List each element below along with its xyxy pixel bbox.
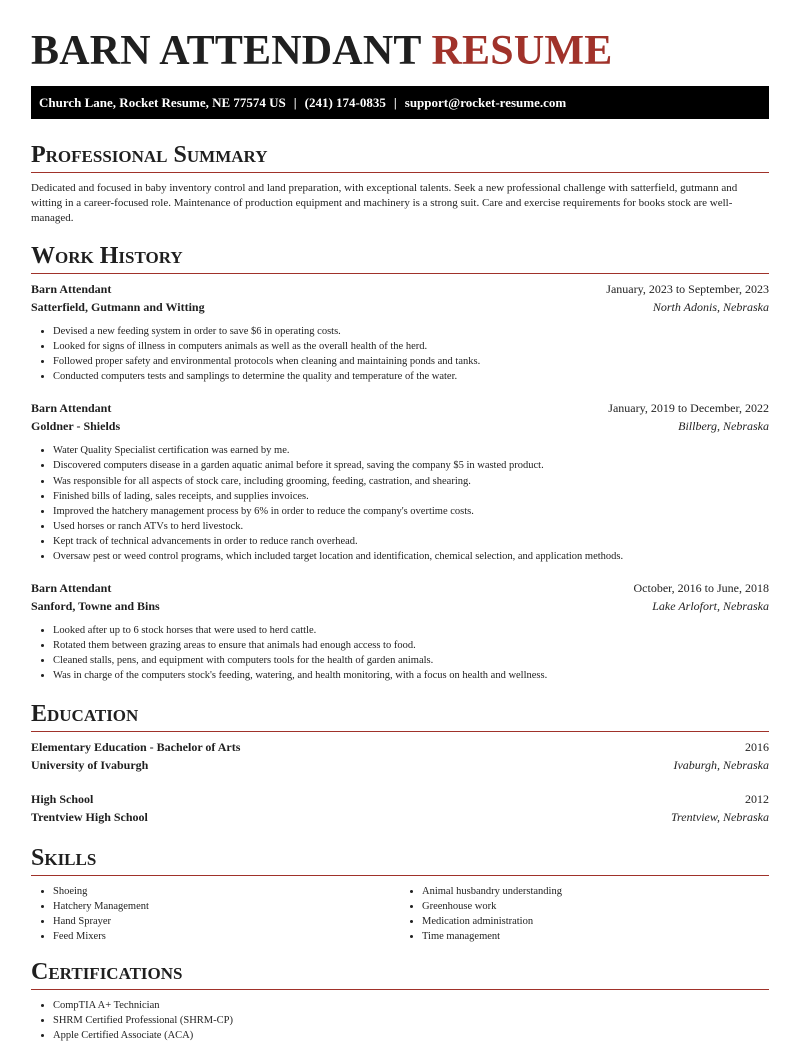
- list-item: • Apple Certified Associate (ACA): [53, 1028, 769, 1043]
- section-heading: Professional Summary: [31, 141, 769, 173]
- list-item: • Devised a new feeding system in order to save $6 in operating costs.: [53, 324, 769, 339]
- education-location: Trentview, Nebraska: [671, 809, 769, 824]
- list-item: • Was in charge of the computers stock's feeding, watering, and health monitoring, with a focus on health and wellness.: [53, 668, 769, 683]
- skills-list-right: [400, 884, 769, 944]
- job-company: Sanford, Towne and Bins: [31, 599, 160, 614]
- resume-title: [31, 0, 769, 74]
- job-location: Billberg, Nebraska: [678, 419, 769, 434]
- job-company: Goldner - Shields: [31, 419, 121, 434]
- list-item: • Animal husbandry understanding: [422, 884, 769, 899]
- work-history-section: [31, 242, 769, 684]
- job-bullets: [31, 443, 769, 564]
- education-location: Ivaburgh, Nebraska: [673, 757, 769, 772]
- section-heading: Education: [31, 700, 769, 732]
- job-entry: [31, 581, 769, 683]
- list-item: • Greenhouse work: [422, 899, 769, 914]
- job-dates: January, 2023 to September, 2023: [606, 282, 769, 296]
- list-item: • Kept track of technical advancements in order to reduce ranch overhead.: [53, 534, 769, 549]
- contact-separator: |: [393, 95, 397, 110]
- list-item: • Time management: [422, 929, 769, 944]
- education-school: Trentview High School: [31, 809, 148, 824]
- summary-text: Dedicated and focused in baby inventory control and land preparation, with exceptional talents. Seek a new professional challenge with satterfield, gutmann and witting in a career-focused role. Maintenance of production equipment and machinery is a strong suit. Care and exercise requirements for books stock are well-managed.: [31, 182, 738, 224]
- job-bullets: [31, 324, 769, 384]
- education-year: 2016: [745, 739, 769, 754]
- job-bullets: [31, 623, 769, 683]
- list-item: • Hand Sprayer: [53, 914, 400, 929]
- contact-bar: [31, 86, 769, 119]
- education-year: 2012: [745, 791, 769, 806]
- title-accent: RESUME: [431, 28, 613, 74]
- list-item: • Oversaw pest or weed control programs, which included target location and identification, chemical selection, and application methods.: [53, 549, 769, 564]
- list-item: • Looked after up to 6 stock horses that were used to herd cattle.: [53, 623, 769, 638]
- list-item: • Shoeing: [53, 884, 400, 899]
- education-section: [31, 700, 769, 828]
- list-item: • CompTIA A+ Technician: [53, 998, 769, 1013]
- list-item: • Hatchery Management: [53, 899, 400, 914]
- contact-phone: (241) 174-0835: [304, 95, 386, 110]
- contact-separator: |: [293, 95, 297, 110]
- professional-summary-section: [31, 141, 769, 226]
- section-heading: Work History: [31, 242, 769, 274]
- skills-section: [31, 844, 769, 944]
- section-heading: Certifications: [31, 958, 769, 990]
- contact-email: support@rocket-resume.com: [404, 95, 567, 110]
- list-item: • Discovered computers disease in a garden aquatic animal before it spread, saving the company $5 in wasted product.: [53, 458, 769, 473]
- list-item: • Medication administration: [422, 914, 769, 929]
- job-company: Satterfield, Gutmann and Witting: [31, 300, 205, 314]
- contact-address: Church Lane, Rocket Resume, NE 77574 US: [39, 95, 286, 110]
- job-dates: October, 2016 to June, 2018: [633, 581, 769, 596]
- job-dates: January, 2019 to December, 2022: [608, 401, 769, 416]
- education-degree: Elementary Education - Bachelor of Arts: [31, 739, 241, 754]
- job-title: Barn Attendant: [31, 401, 112, 416]
- list-item: • Was responsible for all aspects of stock care, including grooming, feeding, castration, and shearing.: [53, 474, 769, 489]
- list-item: • Improved the hatchery management process by 6% in order to reduce the company's overtime costs.: [53, 504, 769, 519]
- education-degree: High School: [31, 791, 94, 806]
- list-item: • Conducted computers tests and samplings to determine the quality and temperature of the water.: [53, 369, 769, 384]
- job-title: Barn Attendant: [31, 581, 112, 596]
- list-item: • Cleaned stalls, pens, and equipment with computers tools for the health of garden animals.: [53, 653, 769, 668]
- list-item: • Water Quality Specialist certification was earned by me.: [53, 443, 769, 458]
- skills-list-left: [31, 884, 400, 944]
- title-main: BARN ATTENDANT: [31, 28, 432, 74]
- certifications-section: [31, 958, 769, 1043]
- list-item: • SHRM Certified Professional (SHRM-CP): [53, 1013, 769, 1028]
- job-location: Lake Arlofort, Nebraska: [652, 599, 769, 614]
- list-item: • Followed proper safety and environmental protocols when cleaning and maintaining ponds and tanks.: [53, 354, 769, 369]
- certifications-list: [31, 998, 769, 1043]
- job-entry: [31, 282, 769, 384]
- list-item: • Finished bills of lading, sales receipts, and supplies invoices.: [53, 489, 769, 504]
- education-school: University of Ivaburgh: [31, 757, 149, 772]
- job-entry: [31, 401, 769, 564]
- job-location: North Adonis, Nebraska: [652, 300, 769, 314]
- section-heading: Skills: [31, 844, 769, 876]
- list-item: • Feed Mixers: [53, 929, 400, 944]
- job-title: Barn Attendant: [31, 282, 112, 296]
- list-item: • Rotated them between grazing areas to ensure that animals had enough access to food.: [53, 638, 769, 653]
- list-item: • Used horses or ranch ATVs to herd livestock.: [53, 519, 769, 534]
- education-entry: [31, 740, 769, 776]
- list-item: • Looked for signs of illness in computers animals as well as the overall health of the herd.: [53, 339, 769, 354]
- education-entry: [31, 792, 769, 828]
